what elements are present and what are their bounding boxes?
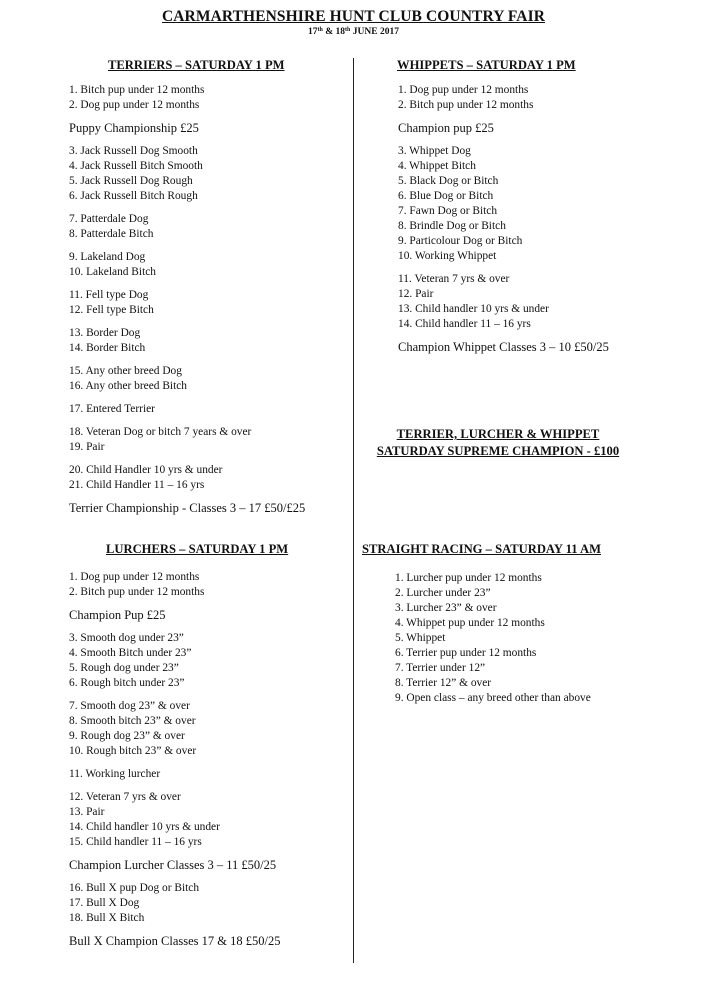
terriers-puppy-championship: Puppy Championship £25 — [69, 121, 199, 135]
terriers-group — [69, 288, 305, 318]
supreme-title: TERRIER, LURCHER & WHIPPET — [396, 427, 600, 441]
class-entry: 17. Bull X Dog — [69, 897, 140, 909]
class-entry: 3. Lurcher 23” & over — [395, 602, 497, 614]
terriers-group — [69, 250, 305, 280]
whippets-group — [398, 272, 609, 332]
class-entry: 7. Patterdale Dog — [69, 213, 149, 225]
terriers-group — [69, 144, 305, 204]
class-entry: 1. Bitch pup under 12 months — [69, 84, 205, 96]
column-divider — [353, 58, 354, 963]
event-dates — [0, 27, 707, 37]
class-entry: 7. Smooth dog 23” & over — [69, 700, 190, 712]
class-entry: 13. Child handler 10 yrs & under — [398, 303, 549, 315]
class-entry: 1. Dog pup under 12 months — [398, 84, 529, 96]
bullx-championship: Bull X Champion Classes 17 & 18 £50/25 — [69, 934, 281, 948]
date-sup2: th — [345, 27, 351, 33]
class-entry: 4. Jack Russell Bitch Smooth — [69, 160, 203, 172]
date-rest: JUNE 2017 — [350, 27, 399, 37]
class-entry: 13. Border Dog — [69, 327, 141, 339]
class-entry: 15. Any other breed Dog — [69, 365, 182, 377]
whippets-group — [398, 83, 609, 113]
supreme-subtitle: SATURDAY SUPREME CHAMPION - £100 — [376, 444, 620, 458]
class-entry: 19. Pair — [69, 441, 105, 453]
class-entry: 11. Veteran 7 yrs & over — [398, 273, 510, 285]
class-entry: 14. Border Bitch — [69, 342, 146, 354]
class-entry: 3. Smooth dog under 23” — [69, 632, 184, 644]
class-entry: 3. Whippet Dog — [398, 145, 471, 157]
class-entry: 20. Child Handler 10 yrs & under — [69, 464, 223, 476]
terriers-championship: Terrier Championship - Classes 3 – 17 £50/£25 — [69, 501, 306, 515]
class-entry: 8. Brindle Dog or Bitch — [398, 220, 506, 232]
lurchers-group — [69, 790, 280, 850]
terriers-group — [69, 364, 305, 394]
whippets-heading: WHIPPETS – SATURDAY 1 PM — [397, 58, 576, 72]
class-entry: 5. Jack Russell Dog Rough — [69, 175, 193, 187]
class-entry: 4. Smooth Bitch under 23” — [69, 647, 192, 659]
class-entry: 6. Terrier pup under 12 months — [395, 647, 537, 659]
lurchers-group — [69, 570, 280, 600]
class-entry: 6. Jack Russell Bitch Rough — [69, 190, 198, 202]
class-entry: 7. Terrier under 12” — [395, 662, 486, 674]
racing-group — [395, 571, 591, 706]
class-entry: 10. Lakeland Bitch — [69, 266, 156, 278]
class-entry: 3. Jack Russell Dog Smooth — [69, 145, 198, 157]
date-sup1: th — [317, 27, 323, 33]
terriers-heading: TERRIERS – SATURDAY 1 PM — [108, 58, 285, 72]
class-entry: 9. Particolour Dog or Bitch — [398, 235, 523, 247]
terriers-group — [69, 83, 305, 113]
class-entry: 17. Entered Terrier — [69, 403, 155, 415]
class-entry: 4. Whippet Bitch — [398, 160, 476, 172]
class-entry: 12. Veteran 7 yrs & over — [69, 791, 181, 803]
page-title: CARMARTHENSHIRE HUNT CLUB COUNTRY FAIR — [161, 8, 546, 25]
class-entry: 12. Fell type Bitch — [69, 304, 154, 316]
class-entry: 1. Lurcher pup under 12 months — [395, 572, 542, 584]
class-entry: 1. Dog pup under 12 months — [69, 571, 200, 583]
class-entry: 7. Fawn Dog or Bitch — [398, 205, 498, 217]
class-entry: 2. Bitch pup under 12 months — [69, 586, 205, 598]
whippets-championship: Champion Whippet Classes 3 – 10 £50/25 — [398, 340, 609, 354]
class-entry: 14. Child handler 11 – 16 yrs — [398, 318, 531, 330]
class-entry: 10. Working Whippet — [398, 250, 497, 262]
class-entry: 6. Blue Dog or Bitch — [398, 190, 494, 202]
class-entry: 2. Dog pup under 12 months — [69, 99, 200, 111]
class-entry: 18. Bull X Bitch — [69, 912, 145, 924]
class-entry: 16. Any other breed Bitch — [69, 380, 187, 392]
date-day1: 17 — [308, 27, 318, 37]
whippets-pup-champion: Champion pup £25 — [398, 121, 494, 135]
lurchers-section — [69, 570, 280, 957]
class-entry: 2. Bitch pup under 12 months — [398, 99, 534, 111]
class-entry: 8. Patterdale Bitch — [69, 228, 154, 240]
class-entry: 6. Rough bitch under 23” — [69, 677, 185, 689]
class-entry: 9. Lakeland Dog — [69, 251, 146, 263]
class-entry: 5. Black Dog or Bitch — [398, 175, 499, 187]
class-entry: 13. Pair — [69, 806, 105, 818]
class-entry: 21. Child Handler 11 – 16 yrs — [69, 479, 205, 491]
class-entry: 11. Working lurcher — [69, 768, 161, 780]
whippets-section — [398, 83, 609, 363]
class-entry: 9. Rough dog 23” & over — [69, 730, 185, 742]
class-entry: 10. Rough bitch 23” & over — [69, 745, 197, 757]
whippets-group — [398, 144, 609, 264]
class-entry: 9. Open class – any breed other than above — [395, 692, 591, 704]
class-entry: 15. Child handler 11 – 16 yrs — [69, 836, 202, 848]
terriers-group — [69, 463, 305, 493]
class-entry: 2. Lurcher under 23” — [395, 587, 491, 599]
class-entry: 8. Terrier 12” & over — [395, 677, 492, 689]
class-entry: 12. Pair — [398, 288, 434, 300]
class-entry: 18. Veteran Dog or bitch 7 years & over — [69, 426, 252, 438]
lurchers-pup-champion: Champion Pup £25 — [69, 608, 166, 622]
lurchers-heading: LURCHERS – SATURDAY 1 PM — [106, 542, 289, 556]
racing-heading: STRAIGHT RACING – SATURDAY 11 AM — [362, 542, 601, 556]
class-entry: 5. Rough dog under 23” — [69, 662, 179, 674]
class-entry: 14. Child handler 10 yrs & under — [69, 821, 220, 833]
bullx-group — [69, 881, 280, 926]
racing-section — [395, 571, 591, 714]
lurchers-group — [69, 631, 280, 691]
class-entry: 5. Whippet — [395, 632, 446, 644]
terriers-group — [69, 326, 305, 356]
class-entry: 4. Whippet pup under 12 months — [395, 617, 545, 629]
terriers-group — [69, 212, 305, 242]
terriers-group — [69, 425, 305, 455]
class-entry: 16. Bull X pup Dog or Bitch — [69, 882, 200, 894]
class-entry: 11. Fell type Dog — [69, 289, 149, 301]
class-entry: 8. Smooth bitch 23” & over — [69, 715, 196, 727]
lurchers-group — [69, 767, 280, 782]
terriers-group — [69, 402, 305, 417]
lurchers-group — [69, 699, 280, 759]
date-mid: & 18 — [322, 27, 346, 37]
lurchers-championship: Champion Lurcher Classes 3 – 11 £50/25 — [69, 858, 277, 872]
terriers-section — [69, 83, 305, 524]
